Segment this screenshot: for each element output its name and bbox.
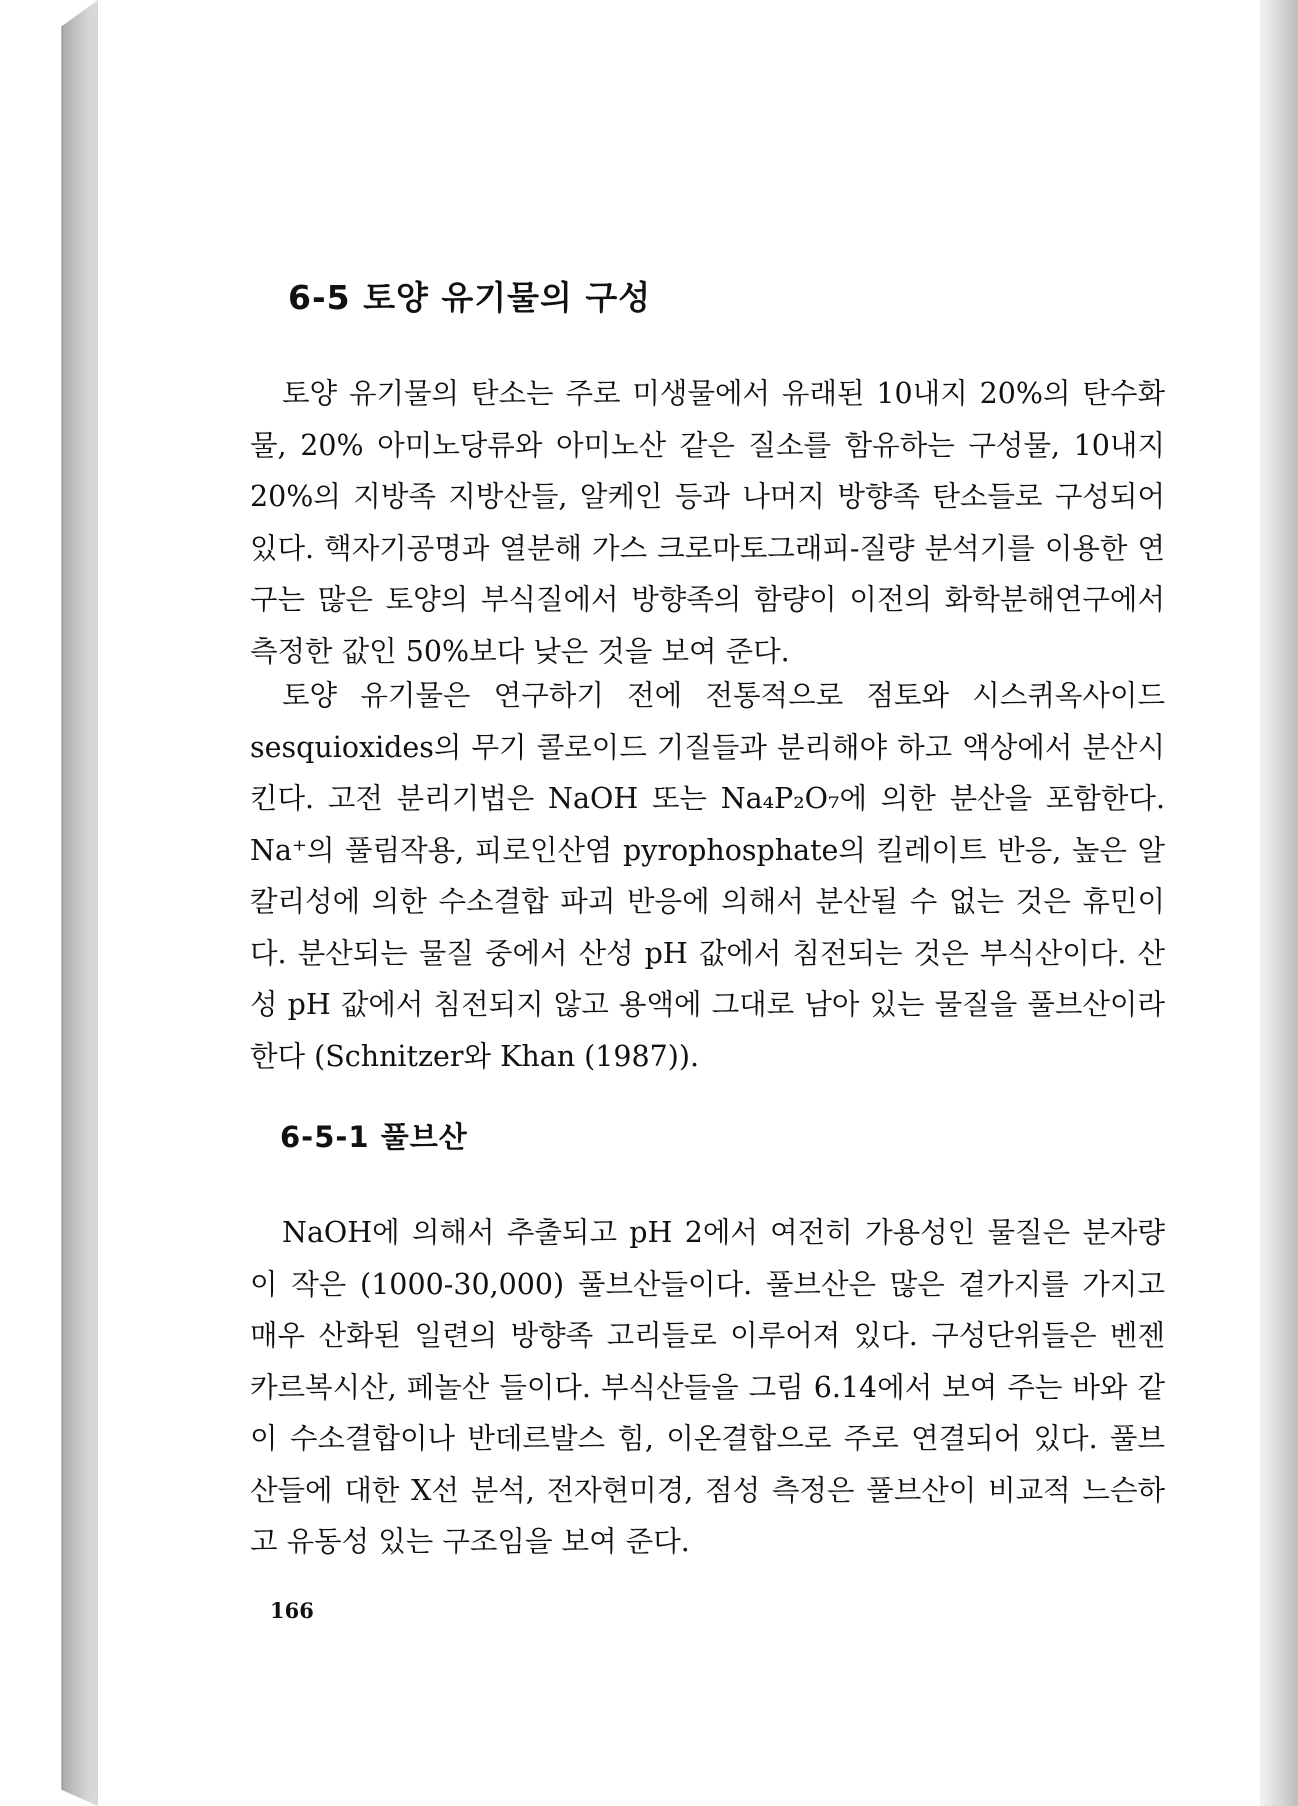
body-paragraph: 토양 유기물의 탄소는 주로 미생물에서 유래된 10내지 20%의 탄수화물, 20% 아미노당류와 아미노산 같은 질소를 함유하는 구성물, 10내지 20%의 지방족 지방산들, 알케인 등과 나머지 방향족 탄소들로 구성되어 있다. 핵자기공명과 열분해 가스 크로마토그래피-질량 분석기를 이용한 연구는 많은 토양의 부식질에서 방향족의 함량이 이전의 화학분해연구에서 측정한 값인 50%보다 낮은 것을 보여 준다. <box>250 377 1165 668</box>
body-paragraph: 토양 유기물은 연구하기 전에 전통적으로 점토와 시스퀴옥사이드 sesquioxides의 무기 콜로이드 기질들과 분리해야 하고 액상에서 분산시킨다. 고전 분리기법은 NaOH 또는 Na₄P₂O₇에 의한 분산을 포함한다. Na⁺의 풀림작용, 피로인산염 pyrophosphate의 킬레이트 반응, 높은 알칼리성에 의한 수소결합 파괴 반응에 의해서 분산될 수 없는 것은 휴민이다. 분산되는 물질 중에서 산성 pH 값에서 침전되는 것은 부식산이다. 산성 pH 값에서 침전되지 않고 용액에 그대로 남아 있는 물질을 풀브산이라 한다 (Schnitzer와 Khan (1987)). <box>250 679 1165 1073</box>
page-right-shadow <box>1260 0 1298 1806</box>
page-number: 166 <box>270 1598 314 1623</box>
subsection-title: 6-5-1 풀브산 <box>280 1120 468 1154</box>
section-title: 6-5 토양 유기물의 구성 <box>288 278 652 317</box>
body-paragraph: NaOH에 의해서 추출되고 pH 2에서 여전히 가용성인 물질은 분자량이 작은 (1000-30,000) 풀브산들이다. 풀브산은 많은 곁가지를 가지고 매우 산화된 일련의 방향족 고리들로 이루어져 있다. 구성단위들은 벤젠 카르복시산, 페놀산 들이다. 부식산들을 그림 6.14에서 보여 주는 바와 같이 수소결합이나 반데르발스 힘, 이온결합으로 주로 연결되어 있다. 풀브산들에 대한 X선 분석, 전자현미경, 점성 측정은 풀브산이 비교적 느슨하고 유동성 있는 구조임을 보여 준다. <box>250 1216 1165 1558</box>
